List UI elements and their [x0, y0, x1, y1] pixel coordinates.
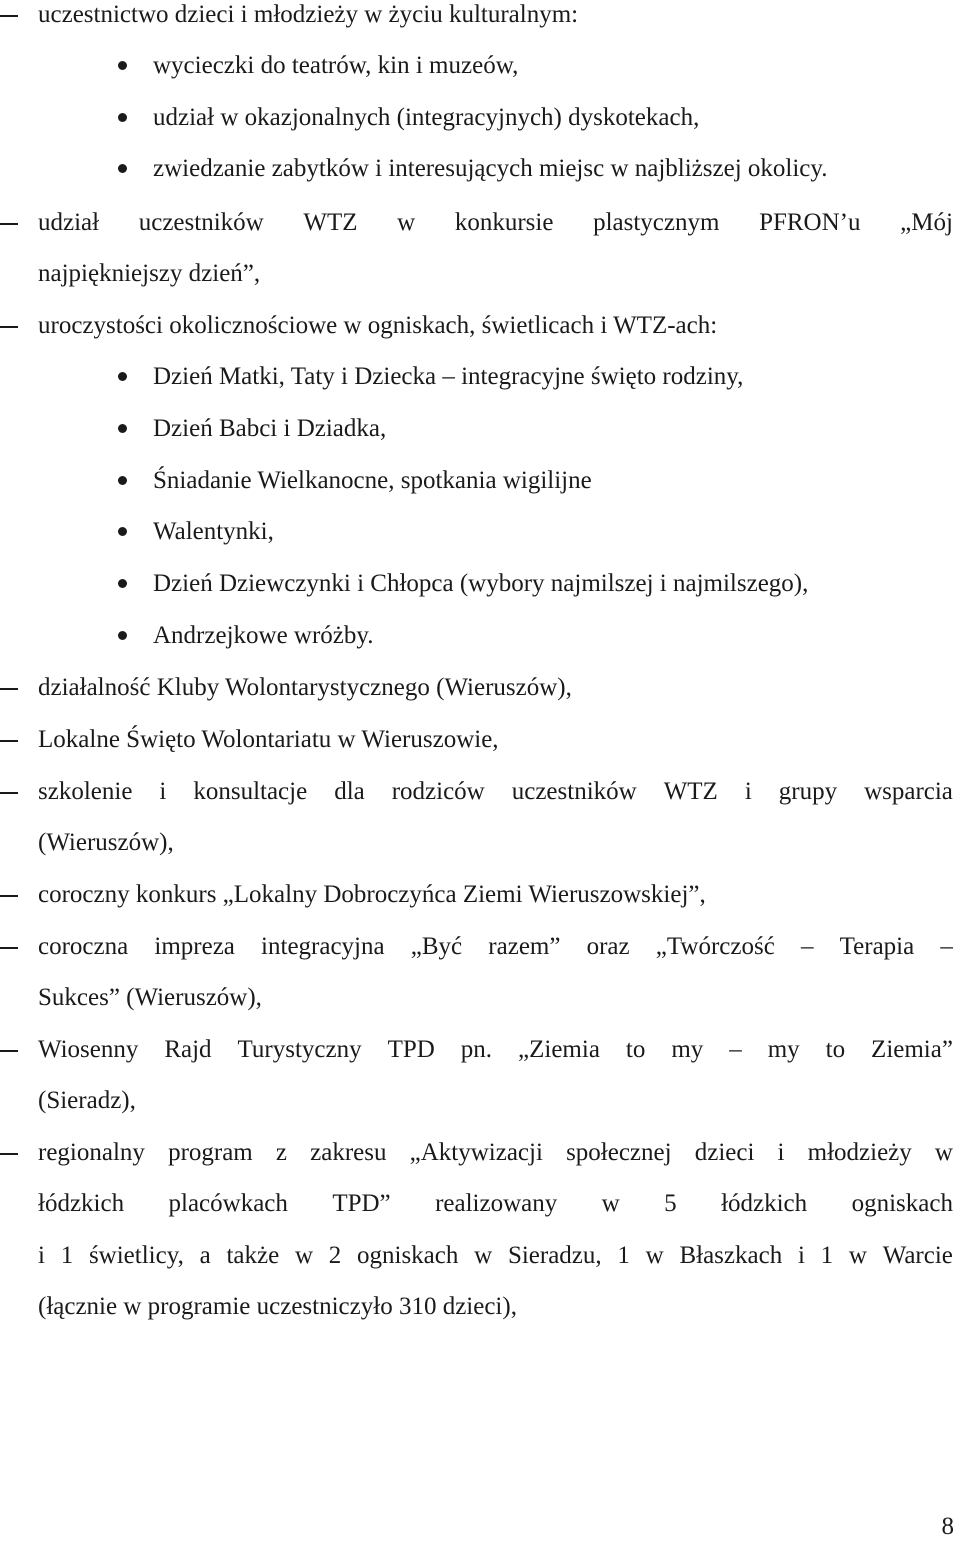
word: my — [767, 1036, 800, 1063]
word: WTZ — [303, 209, 358, 236]
list-item-justified-line — [38, 1241, 953, 1271]
list-item-text: Lokalne Święto Wolontariatu w Wieruszowie, — [38, 726, 499, 753]
list-item-justified-line — [38, 1138, 953, 1168]
word: wsparcia — [864, 778, 953, 805]
word: – — [800, 933, 814, 960]
bullet-marker — [118, 372, 127, 381]
word: 2 — [328, 1242, 342, 1269]
word: świetlicy, — [88, 1242, 184, 1269]
word: to — [825, 1036, 846, 1063]
word: szkolenie — [38, 778, 133, 805]
word: zakresu — [310, 1139, 387, 1166]
word: uczestników — [138, 209, 264, 236]
word: Rajd — [164, 1036, 212, 1063]
word: razem” — [488, 933, 561, 960]
list-item-justified-line — [38, 777, 953, 807]
word: młodzieży — [807, 1139, 912, 1166]
word: grupy — [778, 778, 838, 805]
sub-list-item: Śniadanie Wielkanocne, spotkania wigilijne — [153, 467, 592, 494]
dash-marker — [0, 326, 18, 328]
list-item-text: uroczystości okolicznościowe w ogniskach, świetlicach i WTZ-ach: — [38, 312, 718, 339]
bullet-marker — [118, 527, 127, 536]
word: Sieradzu, — [507, 1242, 602, 1269]
sub-list-item: zwiedzanie zabytków i interesujących miejsc w najbliższej okolicy. — [153, 155, 828, 182]
word: dla — [334, 778, 365, 805]
word: „Być — [410, 933, 463, 960]
bullet-marker — [118, 631, 127, 640]
word: udział — [38, 209, 100, 236]
sub-list-item: Walentynki, — [153, 518, 274, 545]
word: 5 — [664, 1190, 677, 1217]
word: TPD” — [332, 1190, 391, 1217]
word: Turystyczny — [237, 1036, 362, 1063]
word: „Ziemia — [518, 1036, 600, 1063]
word: w — [294, 1242, 313, 1269]
bullet-marker — [118, 476, 127, 485]
list-item-justified-line — [38, 1189, 953, 1219]
word: 1 — [60, 1242, 74, 1269]
word: rodziców — [391, 778, 485, 805]
word: WTZ — [663, 778, 718, 805]
sub-list-item: Andrzejkowe wróżby. — [153, 622, 374, 649]
dash-marker — [0, 688, 18, 690]
word: PFRON’u — [759, 209, 861, 236]
sub-list-item: wycieczki do teatrów, kin i muzeów, — [153, 52, 519, 79]
dash-marker — [0, 792, 18, 794]
bullet-marker — [118, 164, 127, 173]
list-item-text: działalność Kluby Wolontarystycznego (Wieruszów), — [38, 674, 572, 701]
word: 1 — [617, 1242, 630, 1269]
word: i — [744, 778, 752, 805]
word: TPD — [387, 1036, 435, 1063]
list-item-continuation: Sukces” (Wieruszów), — [38, 984, 262, 1011]
word: my — [671, 1036, 704, 1063]
word: a — [199, 1242, 211, 1269]
word: – — [940, 933, 953, 960]
dash-marker — [0, 1050, 18, 1052]
word: i — [797, 1242, 805, 1269]
bullet-marker — [118, 61, 127, 70]
list-item-text: uczestnictwo dzieci i młodzieży w życiu kulturalnym: — [38, 1, 579, 28]
sub-list-item: Dzień Matki, Taty i Dziecka – integracyjne święto rodziny, — [153, 363, 744, 390]
word: coroczna — [38, 933, 129, 960]
word: impreza — [154, 933, 235, 960]
word: program — [168, 1139, 253, 1166]
word: ogniskach — [357, 1242, 459, 1269]
dash-marker — [0, 223, 18, 225]
word: Terapia — [839, 933, 915, 960]
word: „Aktywizacji — [409, 1139, 543, 1166]
word: regionalny — [38, 1139, 145, 1166]
list-item-justified-line — [38, 1035, 953, 1065]
word: w — [397, 209, 416, 236]
word: Błaszkach — [679, 1242, 783, 1269]
list-item-justified-line — [38, 932, 953, 962]
bullet-marker — [118, 579, 127, 588]
word: placówkach — [168, 1190, 288, 1217]
word: konkursie — [454, 209, 554, 236]
sub-list-item: Dzień Babci i Dziadka, — [153, 415, 387, 442]
dash-marker — [0, 947, 18, 949]
word: integracyjna — [261, 933, 385, 960]
word: w — [474, 1242, 493, 1269]
list-item-text: coroczny konkurs „Lokalny Dobroczyńca Ziemi Wieruszowskiej”, — [38, 881, 706, 908]
list-item-continuation: (Sieradz), — [38, 1087, 136, 1114]
word: i — [38, 1242, 45, 1269]
word: dzieci — [694, 1139, 755, 1166]
word: społecznej — [566, 1139, 672, 1166]
dash-marker — [0, 895, 18, 897]
word: konsultacje — [193, 778, 308, 805]
word: plastycznym — [593, 209, 720, 236]
word: „Twórczość — [655, 933, 775, 960]
word: oraz — [586, 933, 630, 960]
sub-list-item: udział w okazjonalnych (integracyjnych) dyskotekach, — [153, 104, 700, 131]
word: ogniskach — [851, 1190, 953, 1217]
word: pn. — [460, 1036, 493, 1063]
word: w — [601, 1190, 620, 1217]
bullet-marker — [118, 424, 127, 433]
page-number: 8 — [941, 1513, 954, 1540]
word: z — [275, 1139, 288, 1166]
word: uczestników — [511, 778, 637, 805]
list-item-continuation: najpiękniejszy dzień”, — [38, 260, 261, 287]
list-item-continuation: (łącznie w programie uczestniczyło 310 dzieci), — [38, 1293, 517, 1320]
word: łódzkich — [721, 1190, 808, 1217]
word: w — [934, 1139, 953, 1166]
word: Wiosenny — [38, 1036, 139, 1063]
word: – — [729, 1036, 742, 1063]
word: łódzkich — [38, 1190, 125, 1217]
dash-marker — [0, 1153, 18, 1155]
word: także — [226, 1242, 280, 1269]
word: w — [848, 1242, 867, 1269]
word: „Mój — [900, 209, 953, 236]
sub-list-item: Dzień Dziewczynki i Chłopca (wybory najmilszej i najmilszego), — [153, 570, 809, 597]
word: i — [777, 1139, 785, 1166]
list-item-justified-line — [38, 208, 953, 238]
word: 1 — [820, 1242, 834, 1269]
word: realizowany — [435, 1190, 558, 1217]
word: i — [159, 778, 167, 805]
bullet-marker — [118, 113, 127, 122]
word: Warcie — [882, 1242, 953, 1269]
list-item-continuation: (Wieruszów), — [38, 829, 174, 856]
dash-marker — [0, 15, 18, 17]
word: w — [645, 1242, 664, 1269]
dash-marker — [0, 740, 18, 742]
word: to — [625, 1036, 646, 1063]
word: Ziemia” — [871, 1036, 953, 1063]
